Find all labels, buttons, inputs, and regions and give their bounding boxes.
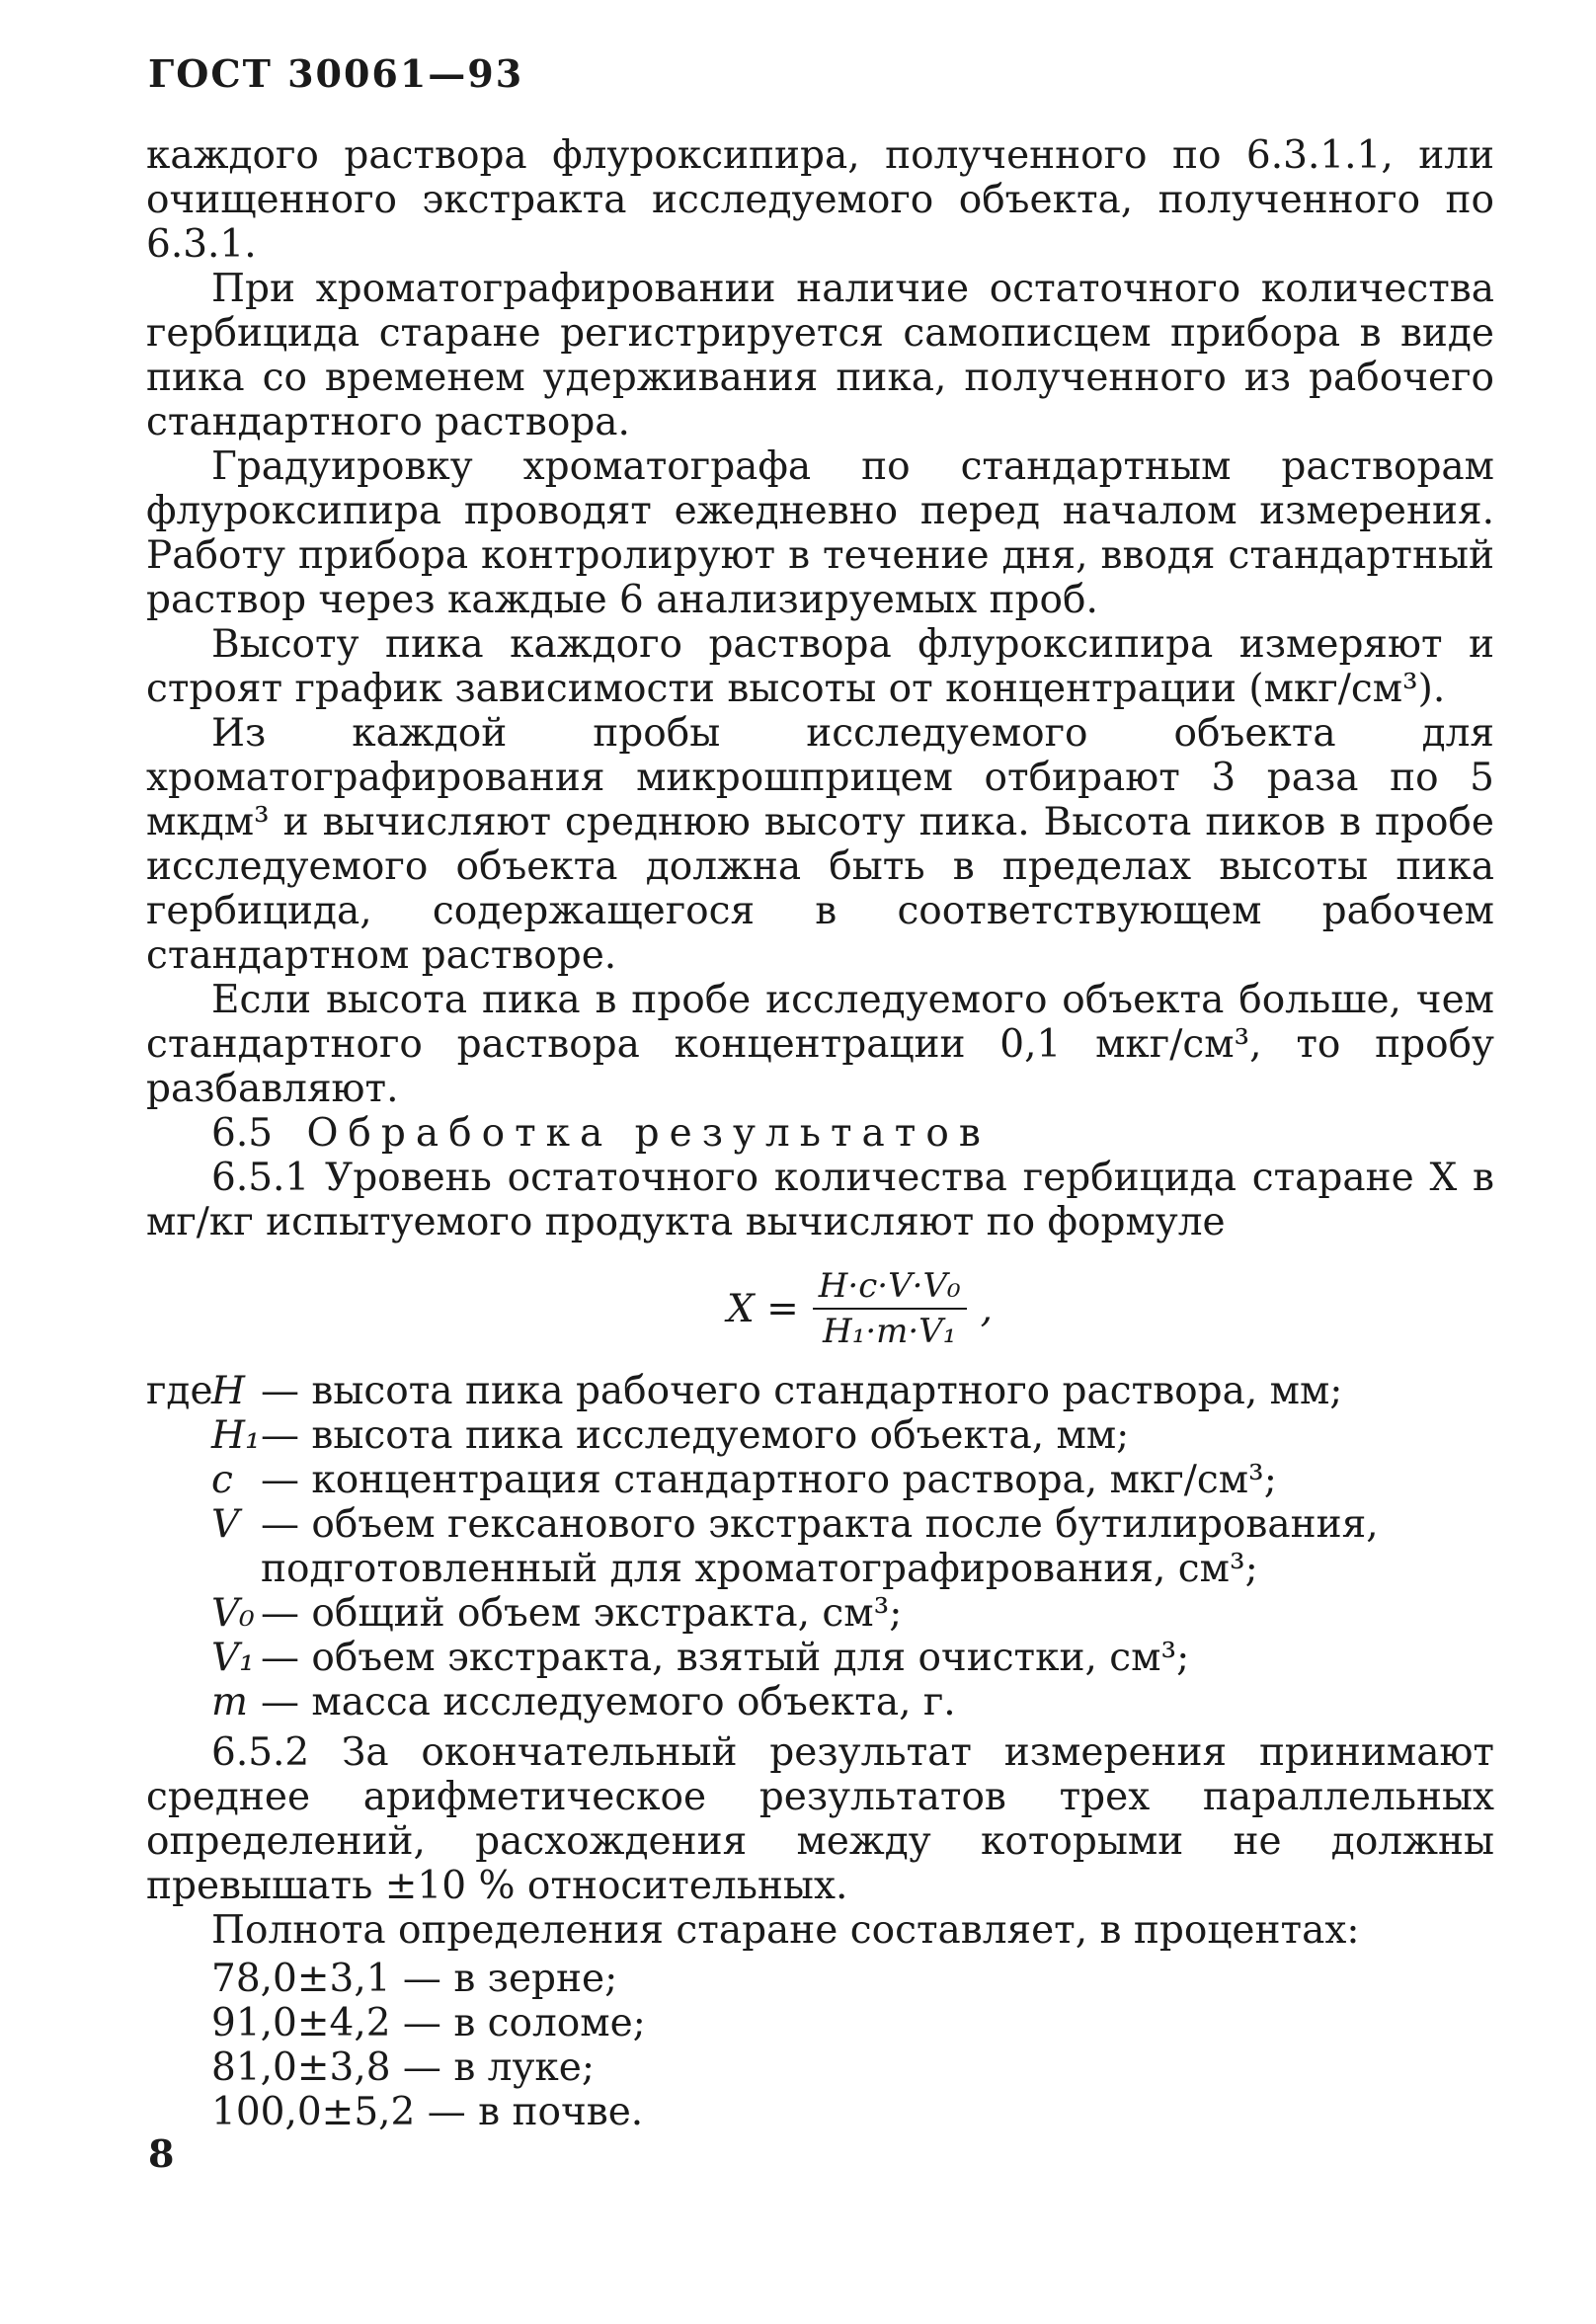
formula-denominator: H₁·m·V₁ [823,1312,957,1351]
legend-lead: где [146,1369,213,1413]
completeness-intro: Полнота определения старане составляет, в процентах: [211,1908,1360,1953]
paragraph: Высоту пика каждого раствора флуроксипира измеряют и строят график зависимости высоты от концентрации (мкг/см³). [146,622,1494,711]
legend-symbol: V₁ [211,1636,255,1680]
legend-item [146,1636,1494,1680]
formula-legend [146,1369,1494,1724]
section-heading [146,1111,1494,1156]
legend-symbol: c [211,1458,233,1502]
legend-item [146,1591,1494,1636]
legend-symbol: H [211,1369,246,1413]
formula-trail: , [980,1286,994,1331]
paragraph: При хроматографировании наличие остаточного количества гербицида старане регистрируется самописцем прибора в виде пика со временем удерживания пика, полученного из рабочего стандартного раствора. [146,267,1494,444]
formula-lhs: X = [726,1286,799,1331]
legend-item [146,1502,1494,1591]
legend-item [146,1413,1494,1458]
legend-item [146,1680,1494,1724]
legend-text: — масса исследуемого объекта, г. [261,1680,956,1724]
list-item: 100,0±5,2 — в почве. [211,2090,644,2134]
list-item: 81,0±3,8 — в луке; [211,2045,596,2090]
doc-header: ГОСТ 30061—93 [148,51,524,96]
legend-item [146,1458,1494,1502]
paragraph: Если высота пика в пробе исследуемого объекта больше, чем стандартного раствора концентрации 0,1 мкг/см³, то пробу разбавляют. [146,978,1494,1111]
legend-symbol: m [211,1680,248,1724]
clause-6-5-1: 6.5.1 Уровень остаточного количества гербицида старане X в мг/кг испытуемого продукта вычисляют по формуле [146,1156,1494,1244]
legend-item [146,1369,1494,1413]
legend-symbol: V [211,1502,240,1547]
formula-fraction [813,1266,967,1351]
legend-text: — объем гексанового экстракта после бутилирования, подготовленный для хроматографирования, см³; [261,1502,1379,1591]
clause-6-5-2: 6.5.2 За окончательный результат измерения принимают среднее арифметическое результатов трех параллельных определений, расхождения между которыми не должны превышать ±10 % относительных. [146,1730,1494,1908]
legend-text: — объем экстракта, взятый для очистки, см³; [261,1636,1190,1680]
section-number: 6.5 [211,1111,274,1156]
completeness-list [146,1957,1494,2134]
legend-text: — концентрация стандартного раствора, мкг/см³; [261,1458,1277,1502]
page-number: 8 [148,2131,175,2176]
paragraph: Градуировку хроматографа по стандартным растворам флуроксипира проводят ежедневно перед началом измерения. Работу прибора контролируют в течение дня, вводя стандартный раствор через каждые 6 анализируемых проб. [146,444,1494,622]
legend-text: — высота пика исследуемого объекта, мм; [261,1413,1130,1458]
formula-numerator: H·c·V·V₀ [813,1266,967,1310]
document-body [146,133,1494,2134]
paragraph: Из каждой пробы исследуемого объекта для хроматографирования микрошприцем отбирают 3 раза по 5 мкдм³ и вычисляют среднюю высоту пика. Высота пиков в пробе исследуемого объекта должна быть в пределах высоты пика гербицида, содержащегося в соответствующем рабочем стандартном растворе. [146,711,1494,978]
list-item: 78,0±3,1 — в зерне; [211,1957,618,2001]
legend-symbol: V₀ [211,1591,255,1636]
legend-text: — общий объем экстракта, см³; [261,1591,903,1636]
list-item: 91,0±4,2 — в соломе; [211,2001,646,2045]
section-title: Обработка результатов [306,1111,991,1156]
legend-symbol: H₁ [211,1413,261,1458]
paragraph-continuation: каждого раствора флуроксипира, полученного по 6.3.1.1, или очищенного экстракта исследуемого объекта, полученного по 6.3.1. [146,133,1494,267]
formula [146,1266,1494,1351]
legend-text: — высота пика рабочего стандартного раствора, мм; [261,1369,1343,1413]
